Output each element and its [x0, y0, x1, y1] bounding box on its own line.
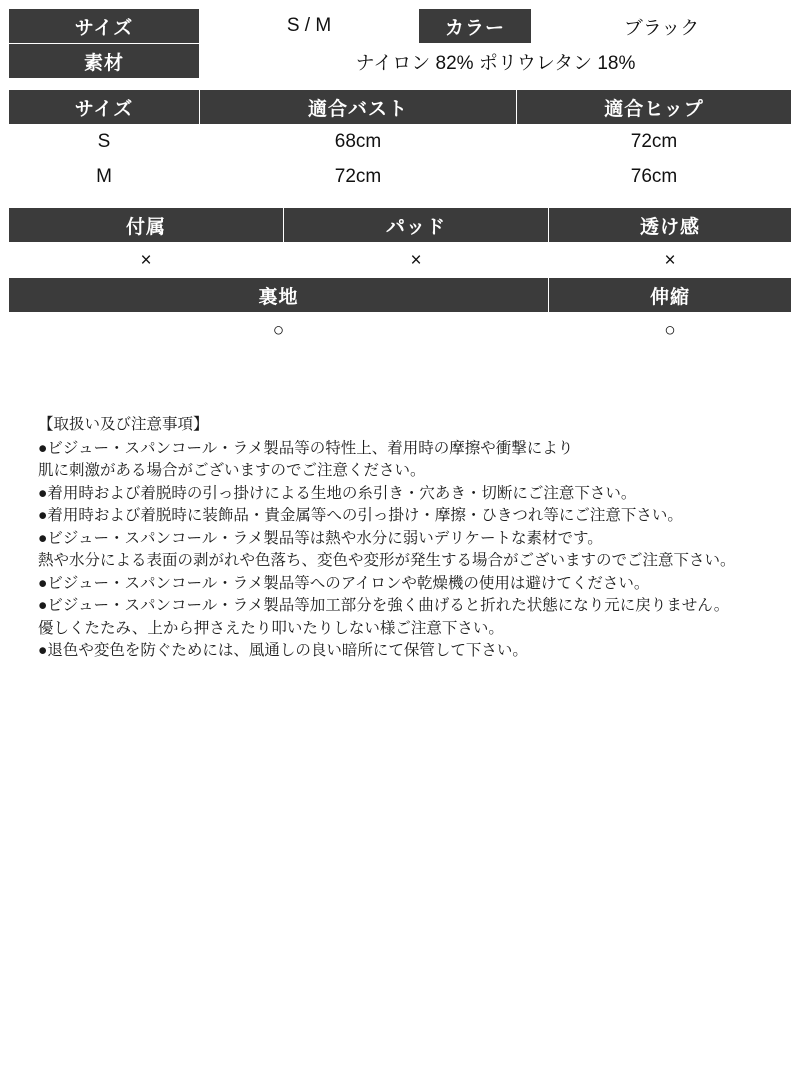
- table-row: [9, 313, 792, 348]
- table-row: [9, 90, 792, 125]
- care-note-line: 優しくたたみ、上から押さえたり叩いたりしない様ご注意下さい。: [38, 619, 504, 637]
- table-row: [9, 125, 792, 160]
- spacer: [8, 195, 792, 207]
- cell-size-label: サイズ: [9, 9, 200, 44]
- spacer: [8, 79, 792, 89]
- cell-color-value: ブラック: [532, 9, 792, 44]
- care-note-line: ●退色や変色を防ぐためには、風通しの良い暗所にて保管して下さい。: [38, 642, 528, 659]
- table-row: [9, 9, 792, 44]
- care-note-line: ●ビジュー・スパンコール・ラメ製品等加工部分を強く曲げると折れた状態になり元に戻りません。: [38, 597, 730, 614]
- table-row: [9, 160, 792, 195]
- feature-table: [8, 207, 792, 348]
- size-chart-row-m-hip: 76cm: [517, 160, 792, 195]
- care-note-line: 肌に刺激がある場合がございますのでご注意ください。: [38, 462, 426, 479]
- size-chart-table: [8, 89, 792, 195]
- size-chart-row-s-size: S: [9, 125, 200, 160]
- cell-color-label: カラー: [419, 9, 532, 44]
- size-chart-row-s-hip: 72cm: [517, 125, 792, 160]
- feature-value-accessory: ×: [9, 243, 284, 278]
- feature-value-sheer: ×: [549, 243, 792, 278]
- size-chart-header-hip: 適合ヒップ: [517, 90, 792, 125]
- feature-header-sheer: 透け感: [549, 208, 792, 243]
- size-chart-row-m-bust: 72cm: [200, 160, 517, 195]
- table-row: [9, 44, 792, 79]
- feature-value-lining: ○: [9, 313, 549, 348]
- table-row: [9, 208, 792, 243]
- care-note-line: ●ビジュー・スパンコール・ラメ製品等は熱や水分に弱いデリケートな素材です。: [38, 529, 603, 547]
- care-note-line: ●ビジュー・スパンコール・ラメ製品等の特性上、着用時の摩擦や衝撃により: [38, 439, 574, 457]
- size-chart-row-s-bust: 68cm: [200, 125, 517, 160]
- care-notes-title: 【取扱い及び注意事項】: [38, 416, 209, 433]
- care-note-line: ●着用時および着脱時の引っ掛けによる生地の糸引き・穴あき・切断にご注意下さい。: [38, 484, 637, 502]
- feature-header-pad: パッド: [284, 208, 549, 243]
- feature-value-stretch: ○: [549, 313, 792, 348]
- size-chart-header-size: サイズ: [9, 90, 200, 125]
- feature-header-accessory: 付属: [9, 208, 284, 243]
- table-row: [9, 278, 792, 313]
- table-row: [9, 243, 792, 278]
- cell-size-value: S / M: [200, 9, 419, 44]
- basic-spec-table: [8, 8, 792, 79]
- feature-value-pad: ×: [284, 243, 549, 278]
- care-note-line: ●ビジュー・スパンコール・ラメ製品等へのアイロンや乾燥機の使用は避けてください。: [38, 574, 650, 592]
- cell-material-label: 素材: [9, 44, 200, 79]
- cell-material-value: ナイロン 82% ポリウレタン 18%: [200, 44, 792, 79]
- feature-header-lining: 裏地: [9, 278, 549, 313]
- care-note-line: ●着用時および着脱時に装飾品・貴金属等への引っ掛け・摩擦・ひきつれ等にご注意下さい。: [38, 507, 683, 524]
- size-chart-header-bust: 適合バスト: [200, 90, 517, 125]
- size-chart-row-m-size: M: [9, 160, 200, 195]
- care-note-line: 熱や水分による表面の剥がれや色落ち、変色や変形が発生する場合がございますのでご注意下さい。: [38, 552, 736, 569]
- feature-header-stretch: 伸縮: [549, 278, 792, 313]
- care-notes: [8, 414, 792, 663]
